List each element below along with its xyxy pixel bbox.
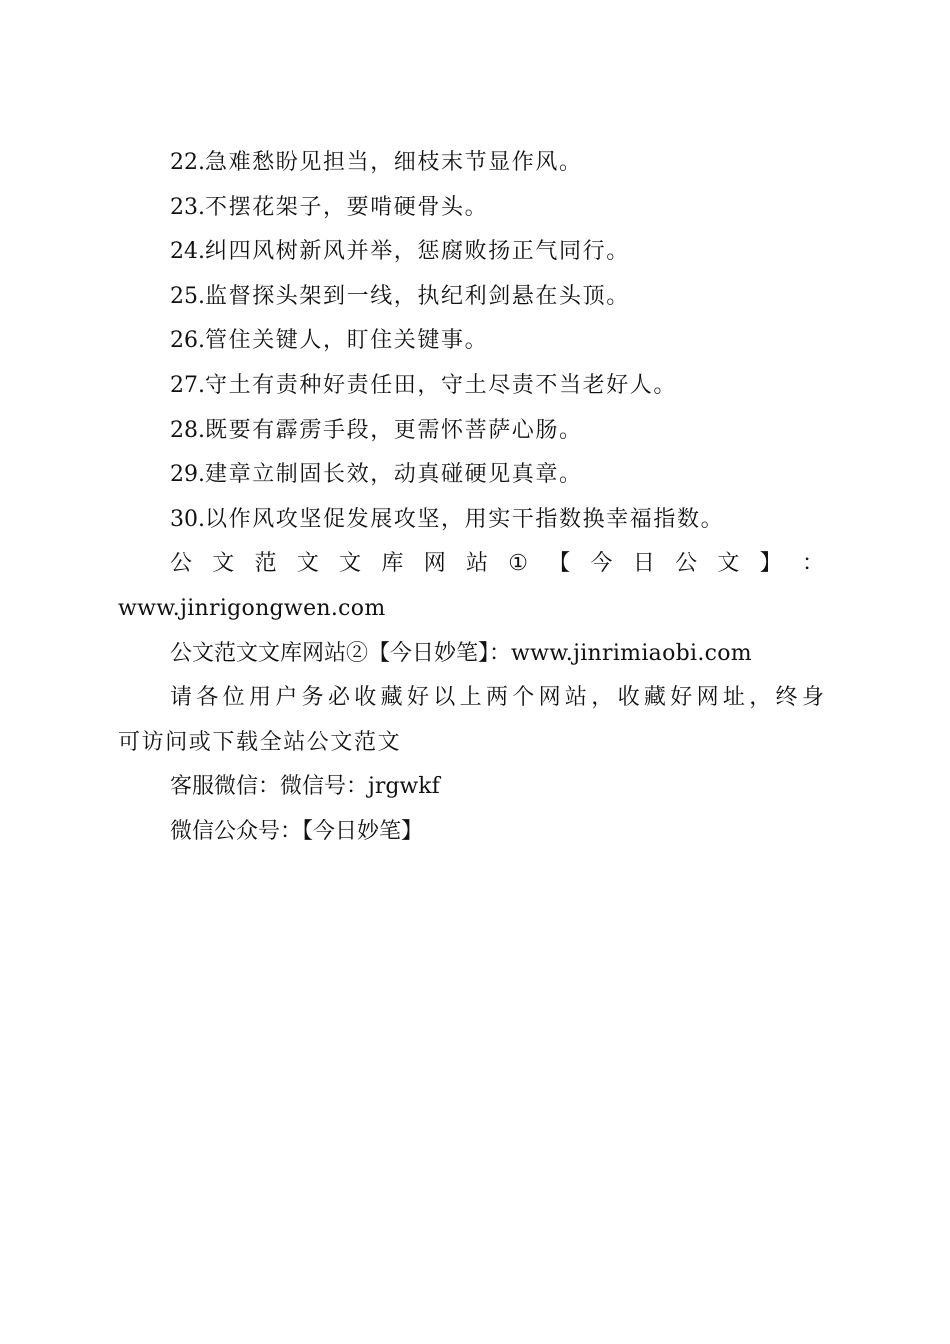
service-wechat: 客服微信：微信号：jrgwkf (170, 774, 440, 800)
justified-char: 位 (222, 685, 245, 711)
list-item (118, 364, 824, 409)
list-item (118, 141, 824, 186)
justified-char: 网 (423, 551, 446, 577)
justified-char: 用 (248, 685, 271, 711)
notice-line-1 (118, 676, 824, 721)
justified-char: 以 (433, 685, 456, 711)
justified-char: 收 (354, 685, 377, 711)
justified-char: 【 (548, 551, 571, 577)
justified-char: 文 (339, 551, 362, 577)
justified-char: 网 (696, 685, 719, 711)
justified-char: 公 (170, 551, 193, 577)
justified-char: 站 (564, 685, 587, 711)
justified-char: 请 (170, 685, 193, 711)
justified-char: 藏 (380, 685, 403, 711)
justified-char: 文 (212, 551, 235, 577)
justified-char: 公 (675, 551, 698, 577)
justified-char: 文 (717, 551, 740, 577)
justified-char: 两 (485, 685, 508, 711)
notice-line-2: 可访问或下载全站公文范文 (118, 729, 402, 755)
justified-char: ： (801, 551, 824, 577)
justified-char: 好 (670, 685, 693, 711)
site2-line (118, 632, 824, 677)
justified-char: ， (591, 685, 614, 711)
document-body (118, 141, 824, 855)
justified-char: 终 (775, 685, 798, 711)
justified-char: 各 (196, 685, 219, 711)
justified-char: 身 (801, 685, 824, 711)
list-item (118, 275, 824, 320)
justified-char: 址 (722, 685, 745, 711)
justified-char: 站 (465, 551, 488, 577)
item-text: 以作风攻坚促发展攻坚，用实干指数换幸福指数。 (205, 506, 725, 532)
item-text: 管住关键人，盯住关键事。 (205, 328, 489, 354)
justified-char: 户 (275, 685, 298, 711)
item-number: 25. (170, 283, 205, 309)
justified-char: 个 (512, 685, 535, 711)
item-number: 24. (170, 239, 205, 265)
list-item (118, 230, 824, 275)
justified-char: ， (749, 685, 772, 711)
justified-char: 库 (381, 551, 404, 577)
item-number: 30. (170, 506, 205, 532)
justified-char: 藏 (643, 685, 666, 711)
site1-url[interactable]: www.jinrigongwen.com (118, 595, 386, 621)
list-item (118, 186, 824, 231)
item-text: 监督探头架到一线，执纪利剑悬在头顶。 (205, 283, 630, 309)
item-number: 23. (170, 194, 205, 220)
justified-char: 范 (254, 551, 277, 577)
item-number: 29. (170, 462, 205, 488)
list-item (118, 498, 824, 543)
justified-char: 网 (538, 685, 561, 711)
item-text: 不摆花架子，要啃硬骨头。 (205, 194, 489, 220)
official-account: 微信公众号：【今日妙笔】 (170, 818, 424, 844)
item-text: 既要有霹雳手段，更需怀菩萨心肠。 (205, 417, 583, 443)
list-item (118, 409, 824, 454)
justified-char: ① (508, 551, 528, 577)
item-text: 守土有责种好责任田，守土尽责不当老好人。 (205, 372, 678, 398)
justified-char: 好 (406, 685, 429, 711)
justified-char: 文 (296, 551, 319, 577)
justified-char: 必 (327, 685, 350, 711)
item-number: 27. (170, 372, 205, 398)
justified-char: 收 (617, 685, 640, 711)
justified-char: 务 (301, 685, 324, 711)
justified-char: 今 (590, 551, 613, 577)
item-text: 急难愁盼见担当，细枝末节显作风。 (205, 150, 583, 175)
site2-url[interactable]: www.jinrimiaobi.com (511, 640, 752, 666)
item-number: 22. (170, 150, 205, 175)
site1-label (118, 542, 824, 587)
site2-label: 公文范文文库网站②【今日妙笔】： (170, 640, 512, 666)
list-item (118, 453, 824, 498)
item-number: 26. (170, 328, 205, 354)
item-number: 28. (170, 417, 205, 443)
list-item (118, 319, 824, 364)
justified-char: 】 (759, 551, 782, 577)
item-text: 纠四风树新风并举，惩腐败扬正气同行。 (205, 239, 630, 265)
justified-char: 日 (632, 551, 655, 577)
justified-char: 上 (459, 685, 482, 711)
item-text: 建章立制固长效，动真碰硬见真章。 (205, 462, 583, 488)
